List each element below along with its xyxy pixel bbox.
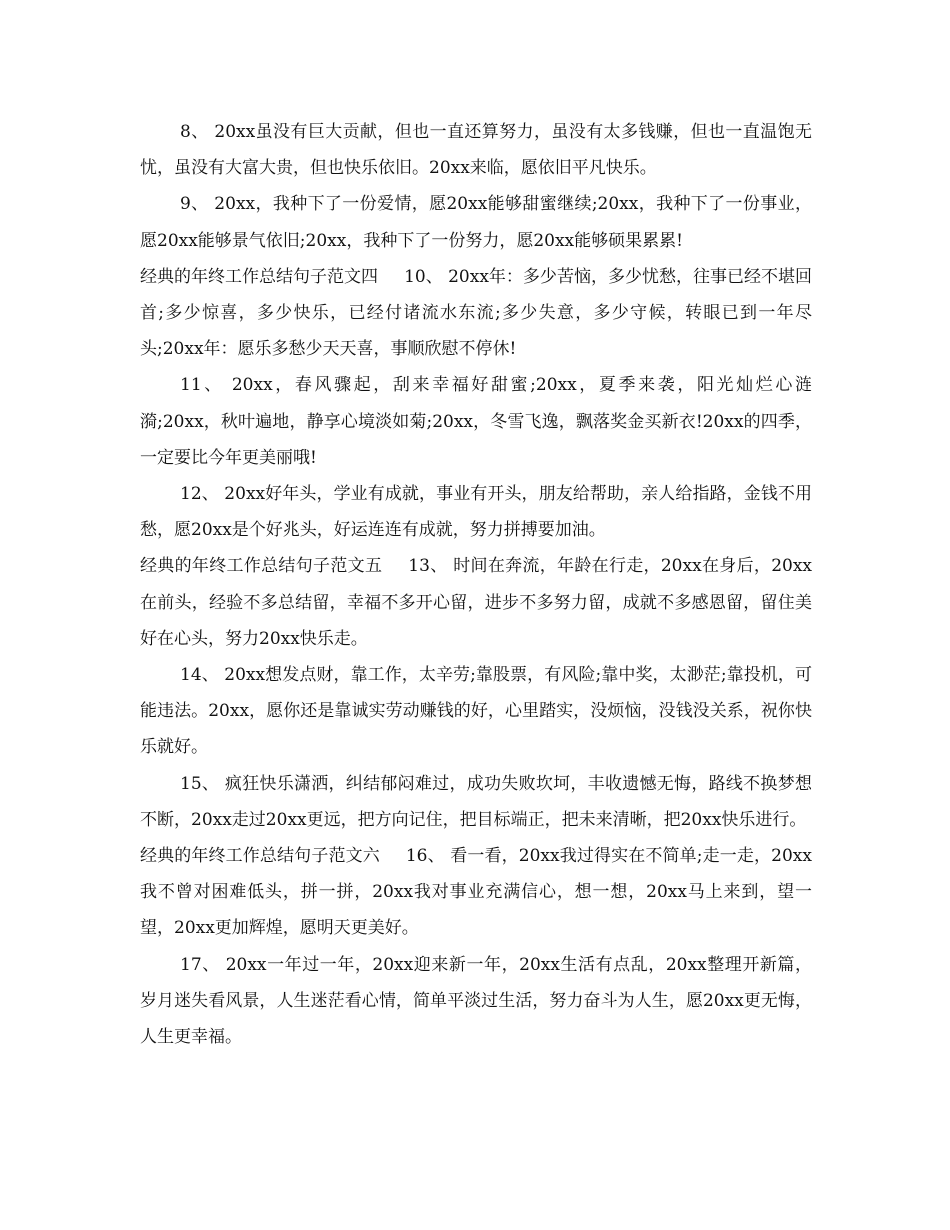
document-page: [140, 114, 812, 1055]
section-heading: 经典的年终工作总结句子范文五: [140, 556, 383, 577]
paragraph-text: 15、 疯狂快乐潇洒，纠结郁闷难过，成功失败坎坷，丰收遗憾无悔，路线不换梦想不断，20xx走过20xx更远，把方向记住，把目标端正，把未来清晰，把20xx快乐进行。: [140, 773, 812, 830]
paragraph-text: 12、 20xx好年头，学业有成就，事业有开头，朋友给帮助，亲人给指路，金钱不用愁，愿20xx是个好兆头，好运连连有成就，努力拼搏要加油。: [140, 484, 812, 541]
paragraph-9: [140, 186, 812, 258]
paragraph-text: 10、 20xx年：多少苦恼，多少忧愁，往事已经不堪回首;多少惊喜，多少快乐，已经付诸流水东流;多少失意，多少守候，转眼已到一年尽头;20xx年：愿乐多愁少天天喜，事顺欣慰不停休!: [140, 266, 812, 360]
paragraph-10: [140, 259, 812, 368]
paragraph-11: [140, 367, 812, 476]
paragraph-16: [140, 838, 812, 947]
section-heading: 经典的年终工作总结句子范文四: [140, 266, 379, 287]
paragraph-text: 16、 看一看，20xx我过得实在不简单;走一走，20xx我不曾对困难低头，拼一拼，20xx我对事业充满信心，想一想，20xx马上来到，望一望，20xx更加辉煌，愿明天更美好。: [140, 846, 812, 939]
paragraph-text: 9、 20xx，我种下了一份爱情，愿20xx能够甜蜜继续;20xx，我种下了一份事业，愿20xx能够景气依旧;20xx，我种下了一份努力，愿20xx能够硕果累累!: [140, 194, 812, 251]
paragraph-14: [140, 657, 812, 766]
paragraph-12: [140, 476, 812, 548]
paragraph-17: [140, 947, 812, 1056]
paragraph-text: 17、 20xx一年过一年，20xx迎来新一年，20xx生活有点乱，20xx整理开新篇，岁月迷失看风景，人生迷茫看心情，简单平淡过生活，努力奋斗为人生，愿20xx更无悔，人生更幸福。: [140, 954, 812, 1048]
paragraph-text: 13、 时间在奔流，年龄在行走，20xx在身后，20xx在前头，经验不多总结留，幸福不多开心留，进步不多努力留，成就不多感恩留，留住美好在心头，努力20xx快乐走。: [140, 556, 812, 649]
section-heading: 经典的年终工作总结句子范文六: [140, 846, 380, 867]
paragraph-text: 8、 20xx虽没有巨大贡献，但也一直还算努力，虽没有太多钱赚，但也一直温饱无忧，虽没有大富大贵，但也快乐依旧。20xx来临，愿依旧平凡快乐。: [140, 122, 812, 179]
paragraph-8: [140, 114, 812, 186]
paragraph-text: 11、 20xx，春风骤起，刮来幸福好甜蜜;20xx，夏季来袭，阳光灿烂心涟漪;20xx，秋叶遍地，静享心境淡如菊;20xx，冬雪飞逸，飘落奖金买新衣!20xx的四季，一定要比今年更美丽哦!: [140, 375, 812, 468]
paragraph-15: [140, 766, 812, 838]
paragraph-13: [140, 548, 812, 657]
paragraph-text: 14、 20xx想发点财，靠工作，太辛劳;靠股票，有风险;靠中奖，太渺茫;靠投机，可能违法。20xx，愿你还是靠诚实劳动赚钱的好，心里踏实，没烦恼，没钱没关系，祝你快乐就好。: [140, 665, 812, 758]
